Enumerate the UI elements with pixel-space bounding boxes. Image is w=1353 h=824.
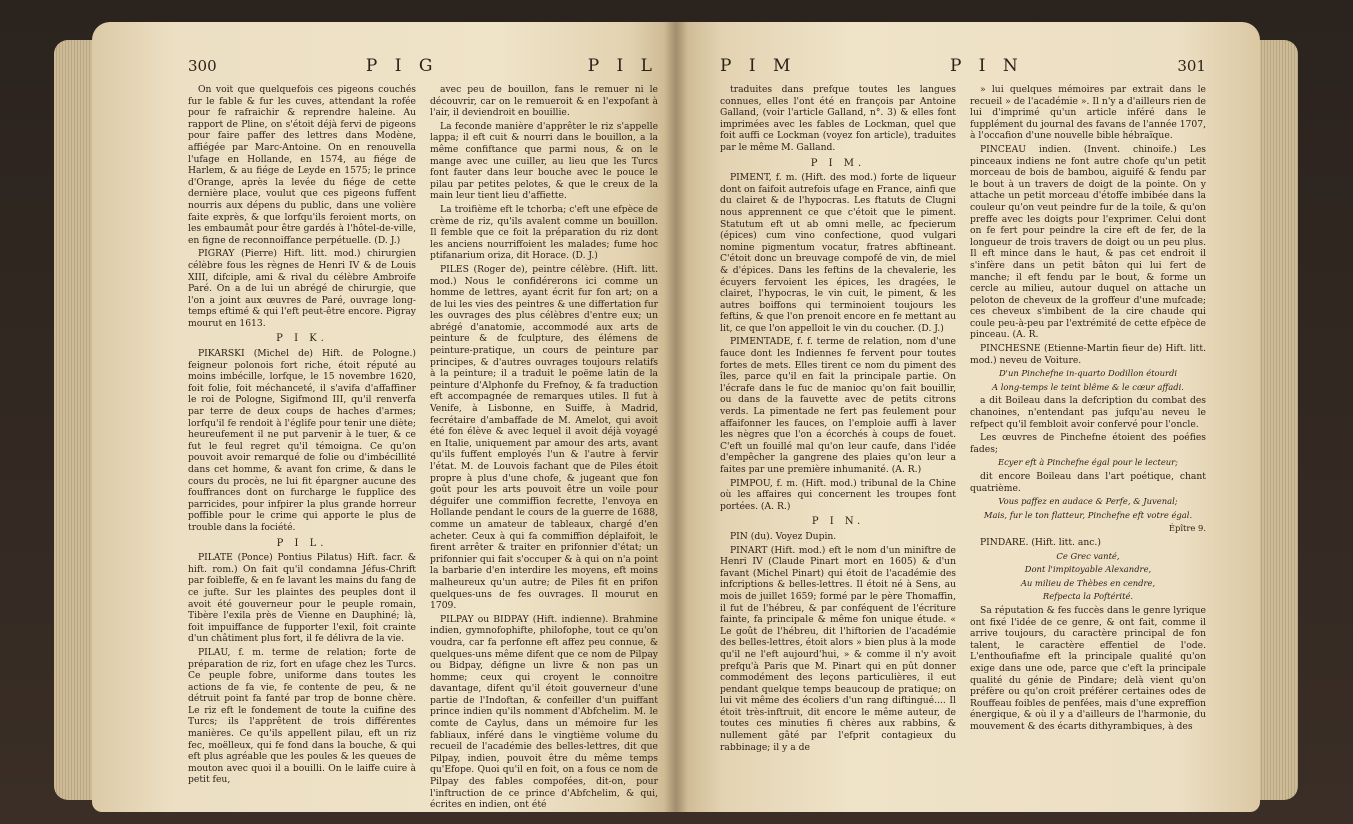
section-pil: P I L. <box>276 537 328 549</box>
entry-pindare: PINDARE. (Hift. litt. anc.) <box>980 536 1101 548</box>
entry-pinchesne-text: dit encore Boileau dans l'art poétique, chant quatrième. <box>970 471 1206 494</box>
verse-line: Refpecta la Poftérité. <box>1042 591 1134 602</box>
verse-line: D'un Pinchefne in-quarto Dodillon étourdi <box>998 368 1178 379</box>
page-number-left: 300 <box>188 57 217 75</box>
entry-pigray: PIGRAY (Pierre) Hift. litt. mod.) chirurgien célèbre fous les règnes de Henri IV & de Louis XIII, difciple, ami & rival du célèbre Ambroife Paré. On a de lui un abrégé de chirurgie, que l'on a joint aux œuvres de Paré, ouvrage long-temps eftimé & qui l'eft peut-être encore. Pigray mourut en 1613. <box>188 248 416 329</box>
entry-pilau: PILAU, f. m. terme de relation; forte de préparation de riz, fort en ufage chez les Turcs. Ce peuple fobre, uniforme dans toutes les actions de fa vie, fe contente de peu, & ne détruit point fa fanté par trop de bonne chère. Le riz eft le fondement de toute la cuifine des Turcs; ils l'apprêtent de trois différentes manières. Ce qu'ils appellent pilau, eft un riz fec, moëlleux, qui fe fond dans la bouche, & qui eft plus agréable que les poules & les queues de mouton avec quoi il a bouilli. On le laiffe cuire à petit feu, <box>188 646 416 786</box>
right-page-header <box>720 56 1206 78</box>
entry-lappa: La feconde manière d'apprêter le riz s'appelle lappa; il eft cuit & nourri dans le bouillon, a la même confiftance que parmi nous, & on le mange avec une cuiller, au lieu que les Turcs font fauter dans leur bouche avec le pouce le pilau par petites pelotes, & que le creux de la main leur tient lieu d'affiette. <box>430 120 658 202</box>
left-column-2 <box>430 84 658 812</box>
verse-source: Épître 9. <box>1168 523 1206 534</box>
entry-pinart-cont: » lui quelques mémoires par extrait dans le recueil » de l'académie ». Il n'y a d'ailleurs rien de lui d'imprimé qu'un article inféré dans le fupplément du journal des favans de l'année 1707, à l'occafion d'une nouvelle bible hébraïque. <box>970 84 1206 142</box>
verse-line: Au milieu de Thèbes en cendre, <box>1020 577 1156 588</box>
running-head-pin: P I N <box>949 56 1024 76</box>
running-head-pim: P I M <box>720 56 797 76</box>
section-pim: P I M. <box>810 157 866 169</box>
left-column-1 <box>188 84 416 812</box>
entry-pilpay-cont: traduites dans prefque toutes les langues connues, elles l'ont été en françois par Antoine Galland, (voir l'article Galland, n°. 3) & elles font imprimées avec les fables de Lockman, quel que foit auffi ce Lockman (voyez fon article), traduites par le même M. Galland. <box>720 84 956 153</box>
verse-line: Dont l'impitoyable Alexandre, <box>1024 564 1152 575</box>
page-number-right: 301 <box>1177 57 1206 75</box>
entry-pikarski: PIKARSKI (Michel de) Hift. de Pologne.) feigneur polonois fort riche, étoit réputé au moins imbécille, lorfque, le 15 novembre 1620, foit folie, foit méchanceté, il s'avifa d'affaffiner le roi de Pologne, Sigifmond III, qu'il renverfa par terre de deux coups de haches d'armes; lorfqu'il fe rendoit à l'églife pour tenir une diète; heureufement il ne put parvenir à le tuer, & ce fut le feul regret qu'il témoigna. Ce qu'on pouvoit avoir remarqué de folie ou d'imbécillité dans cet homme, & avant fon crime, & dans le cours du procès, ne lui fit épargner aucune des fouffrances dont on furcharge le fupplice des parricides, pour infpirer la plus grande horreur poffible pour le crime qui apporte le plus de trouble dans la fociété. <box>188 348 416 533</box>
entry-pinchesne-text: a dit Boileau dans la defcription du combat des chanoines, n'entendant pas jufqu'au neveu le refpect qu'il fembloit avoir confervé pour l'oncle. <box>970 395 1206 430</box>
section-pik: P I K. <box>276 333 328 345</box>
right-column-1 <box>720 84 956 755</box>
entry-pilau-cont: avec peu de bouillon, fans le remuer ni le découvrir, car on le remueroit & en l'expofant à l'air, il deviendroit en bouillie. <box>430 84 658 119</box>
verse-line: A long-temps le teint blême & le cœur affadi. <box>992 381 1184 392</box>
right-page <box>676 22 1260 812</box>
right-column-2 <box>970 84 1206 755</box>
entry-pinchesne-text: Les œuvres de Pinchefne étoient des poéfies fades; <box>970 432 1206 455</box>
page-edges-right <box>1258 40 1298 800</box>
running-head-pil: P I L <box>587 56 658 76</box>
entry-pinceau: PINCEAU indien. (Invent. chinoife.) Les pinceaux indiens ne font autre chofe qu'un petit morceau de bois de bambou, aiguifé & fendu par le bout à un travers de doigt de la pointe. On y attache un petit morceau d'étoffe imbibée dans la couleur qu'on veut peindre fur de la toile, & qu'on preffe avec les doigts pour l'exprimer. Celui dont on fe fert pour peindre la cire eft de fer, de la longueur de trois travers de doigt ou un peu plus. Il eft mince dans le haut, & pas cet endroit il s'infère dans un petit bâton qui lui fert de manche; il eft fendu par le bout, & forme un cercle au milieu, autour duquel on attache un peloton de cheveux de la groffeur d'une mufcade; ces cheveux s'imbibent de la cire chaude qui coule peu-à-peu par l'extrémité de cette efpèce de pinceau. (A. R. <box>970 143 1206 341</box>
entry-pinchesne: PINCHESNE (Etienne-Martin fieur de) Hift. litt. mod.) neveu de Voiture. <box>970 343 1206 366</box>
entry-piles: PILES (Roger de), peintre célèbre. (Hift. litt. mod.) Nous le confidérerons ici comme un homme de lettres, ayant écrit fur fon art; on a de lui les vies des peintres & une differtation fur les ouvrages des plus célèbres d'entre eux; un abrégé d'anatomie, accommodé aux arts de peinture & de fculpture, des élémens de peinture-pratique, un cours de peinture par principes, & d'autres ouvrages toujours relatifs à la peinture; il a traduit le poëme latin de la peinture d'Alphonfe du Frefnoy, & fa traduction eft accompagnée de remarques utiles. Il fut à Venife, à Lisbonne, en Suiffe, à Madrid, fecrétaire d'ambaffade de M. Amelot, qui avoit été fon élève & avec lequel il avoit déjà voyagé en Italie, uniquement par amour des arts, avant qu'ils fuffent employés l'un & l'autre à fervir l'état. M. de Louvois fachant que de Piles étoit propre à plus d'une chofe, & jugeant que fon goût pour les arts pouvoit être un voile pour déguifer une commiffion fecrette, l'envoya en Hollande pendant le cours de la guerre de 1688, comme un amateur de tableaux, chargé d'en acheter. Ceux à qui fa commiffion déplaifoit, le firent arrêter & traiter en prifonnier d'état; un prifonnier qui fait s'occuper & à qui on n'a point la barbarie d'en interdire les moyens, eft moins malheureux qu'un autre; de Piles fit en prifon quelques-uns de fes ouvrages. Il mourut en 1709. <box>430 263 658 612</box>
entry-pinart: PINART (Hift. mod.) eft le nom d'un miniftre de Henri IV (Claude Pinart mort en 1605) & d'un favant (Michel Pinart) qui étoit de l'académie des infcriptions & belles-lettres. Il étoit né à Sens, au mois de juillet 1659; formé par le père Thomaffin, il fut de l'hébreu, & par conféquent de l'écriture fainte, fa principale & même fon unique étude. « Le goût de l'hébreu, dit l'hiftorien de l'académie des belles-lettres, étoit alors » bien plus à la mode qu'il ne l'eft aujourd'hui, » & comme il n'y avoit prefqu'à Paris que M. Pinart qui en pût donner commodément des leçons particulières, il eut pendant quelque temps beaucoup de pratique; on lui vit même des écoliers d'un rang diftingué.... Il étoit très-inftruit, dit encore le même auteur, de toutes ces minuties fi chères aux rabbins, & nullement gâté par l'efprit contagieux du rabbinage; il y a de <box>720 544 956 753</box>
verse-line: Ecyer eft à Pinchefne égal pour le lecteur; <box>997 457 1179 468</box>
entry-pilate: PILATE (Ponce) Pontius Pilatus) Hift. facr. & hift. rom.) On fait qu'il condamna Jéfus-Chrift par foibleffe, & en fe lavant les mains du fang de ce jufte. Sur les plaintes des peuples dont il avoit été gouverneur pour le peuple romain, Tibère l'exila près de Vienne en Dauphiné; là, foit impuiffance de fupporter l'exil, foit crainte d'un châtiment plus fort, il fe délivra de la vie. <box>188 552 416 645</box>
verse-line: Vous paffez en audace & Perfe, & Juvenal; <box>998 496 1178 507</box>
entry-pigeons-cont: On voit que quelquefois ces pigeons couchés fur le fable & fur les cuves, attendant la rofée pour fe rafraichir & reprendre haleine. Au rapport de Pline, on s'étoit déjà fervi de pigeons pour faire paffer des lettres dans Modène, affiégée par Marc-Antoine. On en renouvella l'ufage en Hollande, en 1574, au fiége de Harlem, & au fiége de Leyde en 1575; le prince d'Orange, après la levée du fiége de cette dernière place, voulut que ces pigeons fuffent nourris aux dépens du public, dans une volière faite exprès, & que lorfqu'ils feroient morts, on les embaumât pour être gardés à l'hôtel-de-ville, en figne de reconnoiffance perpétuelle. (D. J.) <box>188 84 416 246</box>
entry-pilpay: PILPAY ou BIDPAY (Hift. indienne). Brahmine indien, gymnofophifte, philofophe, tout ce qu'on voudra, car fa perfonne eft affez peu connue, & quelques-uns même difent que ce nom de Pilpay ou Bidpay, défigne un livre & non pas un homme; ceux qui croyent le connoitre davantage, difent qu'il étoit gouverneur d'une partie de l'Indoftan, & confeiller d'un puiffant prince indien qu'ils nomment d'Abfchelim. M. le comte de Caylus, dans un mémoire fur les fabliaux, inféré dans le vingtième volume du recueil de l'académie des belles-lettres, dit que Pilpay, indien, pouvoit être du même temps qu'Efope. Quoi qu'il en foit, on a fous ce nom de Pilpay des fables compofées, dit-on, pour l'inftruction de ce prince d'Abfchelim, & qui, écrites en indien, ont été <box>430 613 658 811</box>
entry-piment: PIMENT, f. m. (Hift. des mod.) forte de liqueur dont on faifoit autrefois ufage en France, ainfi que du clairet & de l'hypocras. Les ftatuts de Clugni nous apprennent ce que c'étoit que le piment. Statutum eft ut ab omni melle, ac fpecierum (épices) cum vino confectione, quod vulgari nomine pigmentum vocatur, fratres abftineant. C'étoit donc un breuvage compofé de vin, de miel & d'épices. Dans les feftins de la chevalerie, les écuyers fervoient les épices, les dragées, le clairet, l'hypocras, le vin cuit, le piment, & les autres boiffons qui terminoient toujours les feftins, & que l'on prenoit encore en fe mettant au lit, ce que l'on appelloit le vin du coucher. (D. J.) <box>720 172 956 334</box>
entry-pindare-text: Sa réputation & fes fuccès dans le genre lyrique ont fixé l'idée de ce genre, & ont fait, comme il arrive toujours, du caractère principal de fon talent, le caractère effentiel de l'ode. L'enthoufiafme eft la principale qualité qu'on exige dans une ode, parce que c'eft la principale qualité du génie de Pindare; delà vient qu'on préfère ou qu'on croit préférer certaines odes de Rouffeau foibles de penfées, mais d'une expreffion énergique, & où il y a d'ailleurs de l'harmonie, du mouvement & des écarts dithyrambiques, à des <box>970 604 1206 732</box>
entry-pimentade: PIMENTADE, f. f. terme de relation, nom d'une fauce dont les Indiennes fe fervent pour toutes fortes de mets. Elles tirent ce nom du piment des îles, parce qu'il en fait la principale partie. On l'écrafe dans le fuc de manioc qu'on fait bouillir, ou dans de la fauvette avec de petits citrons verds. La pimentade ne fert pas feulement pour affaifonner les fauces, on l'emploie auffi à laver les nègres que l'on a écorchés à coups de fouet. C'eft un fouillé mal qu'on leur caufe, dans l'idée d'empêcher la gangrene des plaies qu'on leur a faites par une première inhumanité. (A. R.) <box>720 336 956 475</box>
entry-pin-du: PIN (du). Voyez Dupin. <box>730 530 837 542</box>
entry-tchorba: La troifième eft le tchorba; c'eft une efpèce de crème de riz, qu'ils avalent comme un bouillon. Il femble que ce foit la préparation du riz dont les anciens nourriffoient les malades; fume hoc ptifanarium oriza, dit Horace. (D. J.) <box>430 203 658 262</box>
left-page <box>92 22 676 812</box>
entry-pimpou: PIMPOU, f. m. (Hift. mod.) tribunal de la Chine où les affaires qui concernent les troupes font portées. (A. R.) <box>720 477 956 512</box>
running-head-pig: P I G <box>365 56 439 76</box>
section-pin: P I N. <box>811 516 865 528</box>
verse-line: Mais, fur le ton flatteur, Pinchefne eft votre égal. <box>983 509 1193 520</box>
page-edges-left <box>54 40 94 800</box>
verse-line: Ce Grec vanté, <box>1056 550 1120 561</box>
left-page-header <box>188 56 658 78</box>
